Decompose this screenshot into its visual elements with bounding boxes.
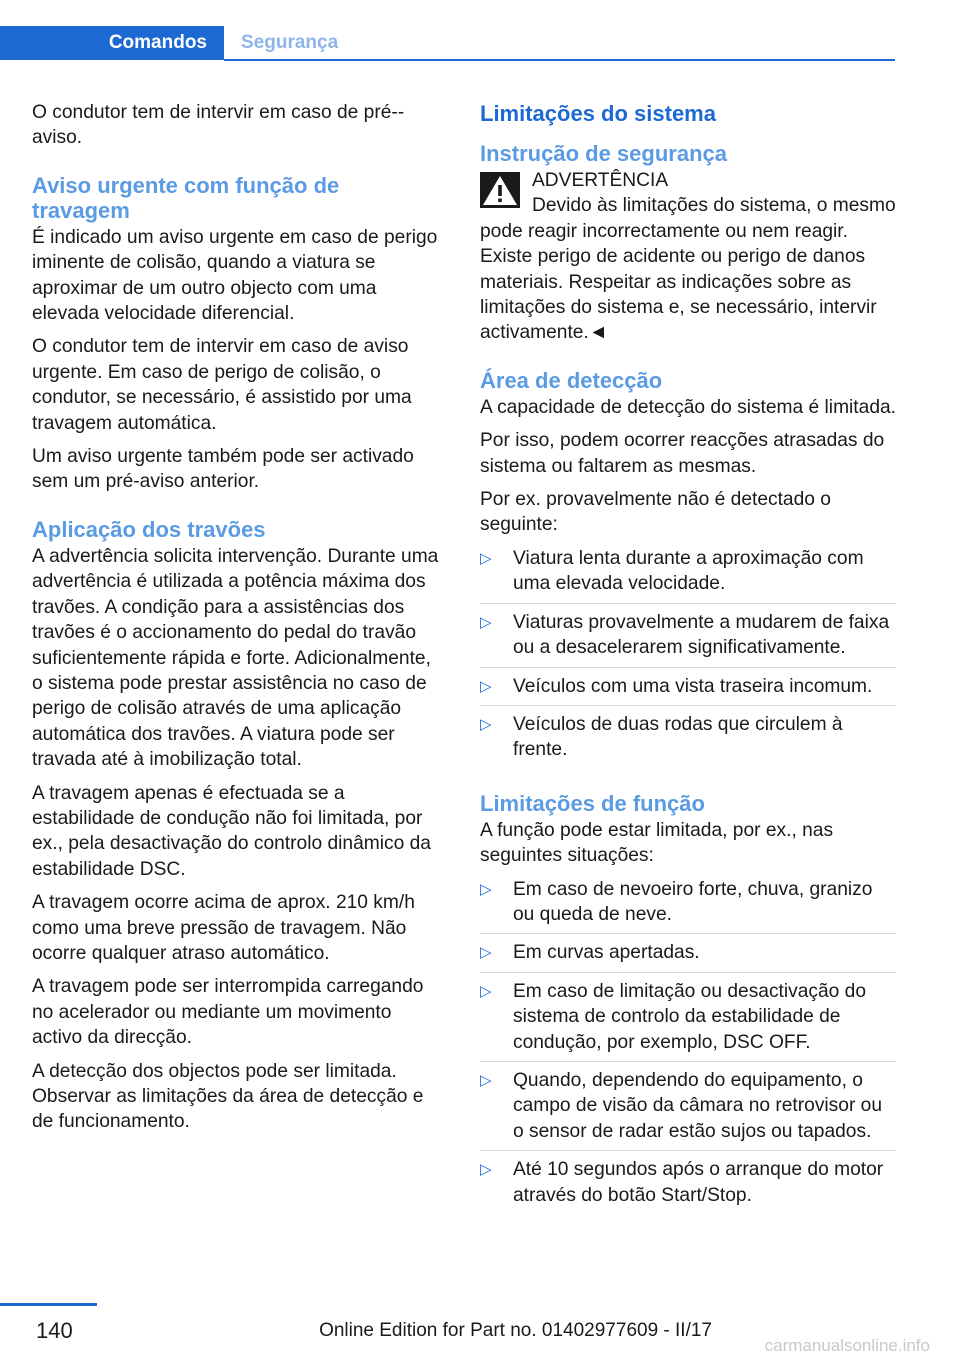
- warning-title: ADVERTÊNCIA: [532, 170, 669, 191]
- list-item-text: Veículos de duas rodas que circulem à frente.: [513, 713, 843, 761]
- paragraph: Um aviso urgente também pode ser activado sem um pré-aviso anterior.: [32, 446, 414, 493]
- section-heading-brake-application: Aplicação dos travões: [32, 516, 266, 542]
- right-column: [480, 100, 896, 1220]
- list-item: [480, 1157, 896, 1214]
- tab-comandos[interactable]: Comandos: [0, 26, 224, 60]
- triangle-bullet-icon: ▷: [480, 677, 492, 695]
- paragraph: A detecção dos objectos pode ser limitada. Observar as limitações da área de detecção e de funcionamento.: [32, 1060, 424, 1133]
- tab-underline: [224, 59, 895, 61]
- paragraph: É indicado um aviso urgente em caso de perigo iminente de colisão, quando a viatura se aproximar de um outro objecto com uma elevada velocidade diferencial.: [32, 226, 438, 325]
- triangle-bullet-icon: ▷: [480, 549, 492, 567]
- list-item: [480, 712, 896, 769]
- list-item-text: Em curvas apertadas.: [513, 942, 700, 964]
- list-item-text: Em caso de nevoeiro forte, chuva, granizo ou queda de neve.: [513, 878, 873, 925]
- list-item: [480, 979, 896, 1062]
- section-heading-function-limits: Limitações de função: [480, 790, 705, 816]
- paragraph: A travagem ocorre acima de aprox. 210 km/h como uma breve pressão de travagem. Não ocorre qualquer atraso automático.: [32, 892, 415, 964]
- header-tabs: [0, 26, 895, 62]
- triangle-bullet-icon: ▷: [480, 1161, 492, 1179]
- triangle-bullet-icon: ▷: [480, 613, 492, 631]
- list-item-text: Quando, dependendo do equipamento, o campo de visão da câmara no retrovisor ou o sensor de radar estão sujos ou tapados.: [513, 1069, 883, 1142]
- section-heading-safety: Instrução de segurança: [480, 141, 727, 166]
- watermark: carmanualsonline.info: [764, 1336, 930, 1355]
- paragraph: A advertência solicita intervenção. Durante uma advertência é utilizada a potência máxima dos travões. A condição para a assistências dos travões é o accionamento do pedal do travão suficientemente rápida e forte. Adicionalmente, o sistema pode prestar assistência no caso de perigo de colisão através de uma aplicação automática dos travões. A viatura pode ser travada até à imobilização total.: [32, 545, 439, 771]
- paragraph: O condutor tem de intervir em caso de pré--aviso.: [32, 102, 405, 149]
- section-heading-urgent-warning: Aviso urgente com função de travagem: [32, 172, 340, 223]
- paragraph: A capacidade de detecção do sistema é limitada.: [480, 396, 896, 418]
- paragraph: Por ex. provavelmente não é detectado o seguinte:: [480, 489, 831, 536]
- list-item: [480, 610, 896, 668]
- paragraph: A função pode estar limitada, por ex., nas seguintes situações:: [480, 819, 834, 867]
- triangle-bullet-icon: ▷: [480, 880, 492, 898]
- warning-text: [480, 193, 896, 345]
- triangle-bullet-icon: ▷: [480, 982, 492, 1000]
- triangle-bullet-icon: ▷: [480, 1071, 492, 1089]
- section-heading-detection-area: Área de detecção: [480, 367, 663, 393]
- list-item-text: Viatura lenta durante a aproximação com uma elevada velocidade.: [513, 547, 864, 595]
- triangle-bullet-icon: ▷: [480, 715, 492, 733]
- list-item: [480, 546, 896, 604]
- tab-seguranca[interactable]: Segurança: [241, 32, 339, 53]
- function-limits-list: [480, 877, 896, 1214]
- list-item: [480, 1068, 896, 1151]
- list-item-text: Veículos com uma vista traseira incomum.: [513, 675, 873, 697]
- warning-box: [480, 168, 896, 193]
- detection-list: [480, 546, 896, 769]
- footer-rule: [0, 1303, 97, 1306]
- list-item-text: Até 10 segundos após o arranque do motor através do botão Start/Stop.: [513, 1159, 884, 1206]
- paragraph: Por isso, podem ocorrer reacções atrasadas do sistema ou faltarem as mesmas.: [480, 430, 885, 477]
- paragraph: A travagem apenas é efectuada se a estabilidade de condução não foi limitada, por ex., pela desactivação do controlo dinâmico da estabilidade DSC.: [32, 782, 431, 880]
- paragraph: O condutor tem de intervir em caso de aviso urgente. Em caso de perigo de colisão, o condutor, se necessário, é assistido por uma travagem automática.: [32, 336, 412, 434]
- paragraph: A travagem pode ser interrompida carregando no acelerador ou mediante um movimento activo da direcção.: [32, 976, 424, 1049]
- list-item-text: Em caso de limitação ou desactivação do sistema de controlo da estabilidade de condução, por exemplo, DSC OFF.: [513, 980, 867, 1053]
- section-title-system-limits: Limitações do sistema: [480, 101, 716, 126]
- page-number: 140: [36, 1318, 73, 1343]
- warning-text-content: Devido às limitações do sistema, o mesmo pode reagir incorrectamente ou nem reagir. Existe perigo de acidente ou perigo de danos materiais. Respeitar as indicações sobre as limitações do sistema e, se necessário, intervir activamente.◄: [480, 195, 896, 344]
- list-item: [480, 674, 896, 706]
- list-item-text: Viaturas provavelmente a mudarem de faixa ou a desacelerarem significativamente.: [513, 611, 890, 659]
- list-item: [480, 940, 896, 972]
- edition-note: Online Edition for Part no. 01402977609 - II/17: [319, 1320, 712, 1341]
- left-column: [32, 100, 442, 1143]
- warning-triangle-icon: [480, 172, 520, 208]
- list-item: [480, 877, 896, 935]
- triangle-bullet-icon: ▷: [480, 944, 492, 962]
